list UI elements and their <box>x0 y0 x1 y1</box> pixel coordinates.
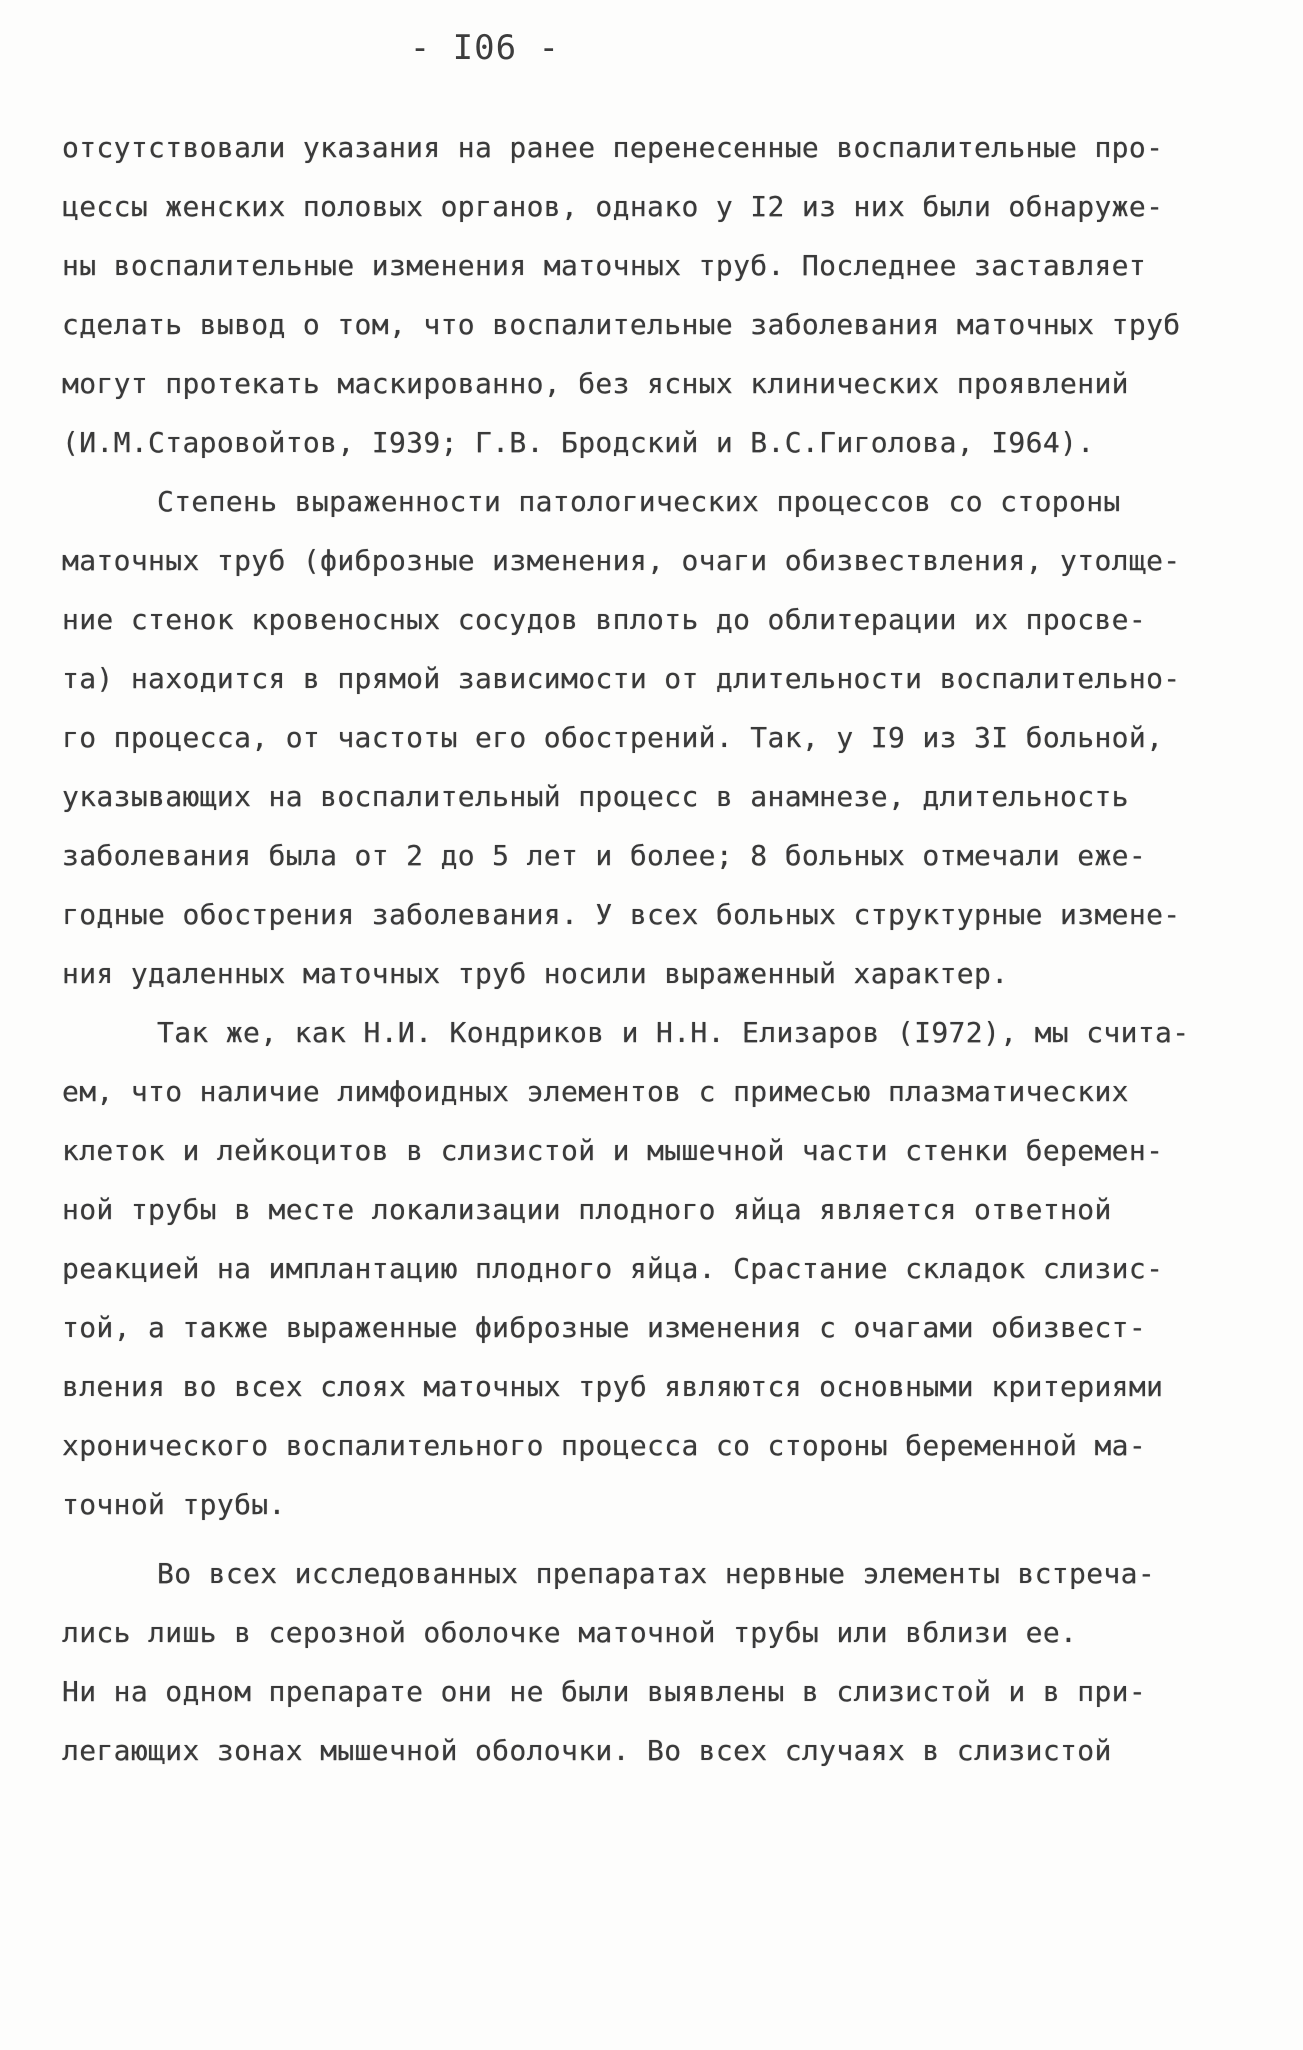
text-line: го процесса, от частоты его обострений. Так, у I9 из 3I больной, <box>62 721 1164 754</box>
text-line: точной трубы. <box>62 1488 286 1521</box>
text-line: ем, что наличие лимфоидных элементов с примесью плазматических <box>62 1075 1129 1108</box>
text-line: Ни на одном препарате они не были выявлены в слизистой и в при- <box>62 1675 1147 1708</box>
body-text <box>62 118 1252 1780</box>
text-line: отсутствовали указания на ранее перенесенные воспалительные про- <box>62 131 1164 164</box>
text-line: годные обострения заболевания. У всех больных структурные измене- <box>62 898 1181 931</box>
text-line: вления во всех слоях маточных труб являются основными критериями <box>62 1370 1164 1403</box>
text-line: цессы женских половых органов, однако у I2 из них были обнаруже- <box>62 190 1164 223</box>
text-line: могут протекать маскированно, без ясных клинических проявлений <box>62 367 1129 400</box>
text-line: ны воспалительные изменения маточных труб. Последнее заставляет <box>62 249 1147 282</box>
paragraph-first-line: Степень выраженности патологических процессов со стороны <box>157 485 1121 518</box>
text-line: указывающих на воспалительный процесс в анамнезе, длительность <box>62 780 1129 813</box>
text-line: клеток и лейкоцитов в слизистой и мышечной части стенки беремен- <box>62 1134 1164 1167</box>
text-line: ние стенок кровеносных сосудов вплоть до облитерации их просве- <box>62 603 1147 636</box>
text-line: легающих зонах мышечной оболочки. Во всех случаях в слизистой <box>62 1734 1112 1767</box>
paragraph-first-line: Так же, как Н.И. Кондриков и Н.Н. Елизаров (I972), мы счита- <box>157 1016 1190 1049</box>
text-line: ния удаленных маточных труб носили выраженный характер. <box>62 957 1009 990</box>
page-number: - I06 - <box>409 28 560 68</box>
text-line: та) находится в прямой зависимости от длительности воспалительно- <box>62 662 1181 695</box>
text-line: заболевания была от 2 до 5 лет и более; 8 больных отмечали еже- <box>62 839 1147 872</box>
text-line: сделать вывод о том, что воспалительные заболевания маточных труб <box>62 308 1181 341</box>
paragraph-first-line: Во всех исследованных препаратах нервные элементы встреча- <box>157 1557 1156 1590</box>
text-line: той, а также выраженные фиброзные изменения с очагами обизвест- <box>62 1311 1147 1344</box>
text-line: маточных труб (фиброзные изменения, очаги обизвествления, утолще- <box>62 544 1181 577</box>
text-line: реакцией на имплантацию плодного яйца. Срастание складок слизис- <box>62 1252 1164 1285</box>
text-line: лись лишь в серозной оболочке маточной трубы или вблизи ее. <box>62 1616 1078 1649</box>
text-line: (И.М.Старовойтов, I939; Г.В. Бродский и В.С.Гиголова, I964). <box>62 426 1095 459</box>
text-line: ной трубы в месте локализации плодного яйца является ответной <box>62 1193 1112 1226</box>
text-line: хронического воспалительного процесса со стороны беременной ма- <box>62 1429 1147 1462</box>
